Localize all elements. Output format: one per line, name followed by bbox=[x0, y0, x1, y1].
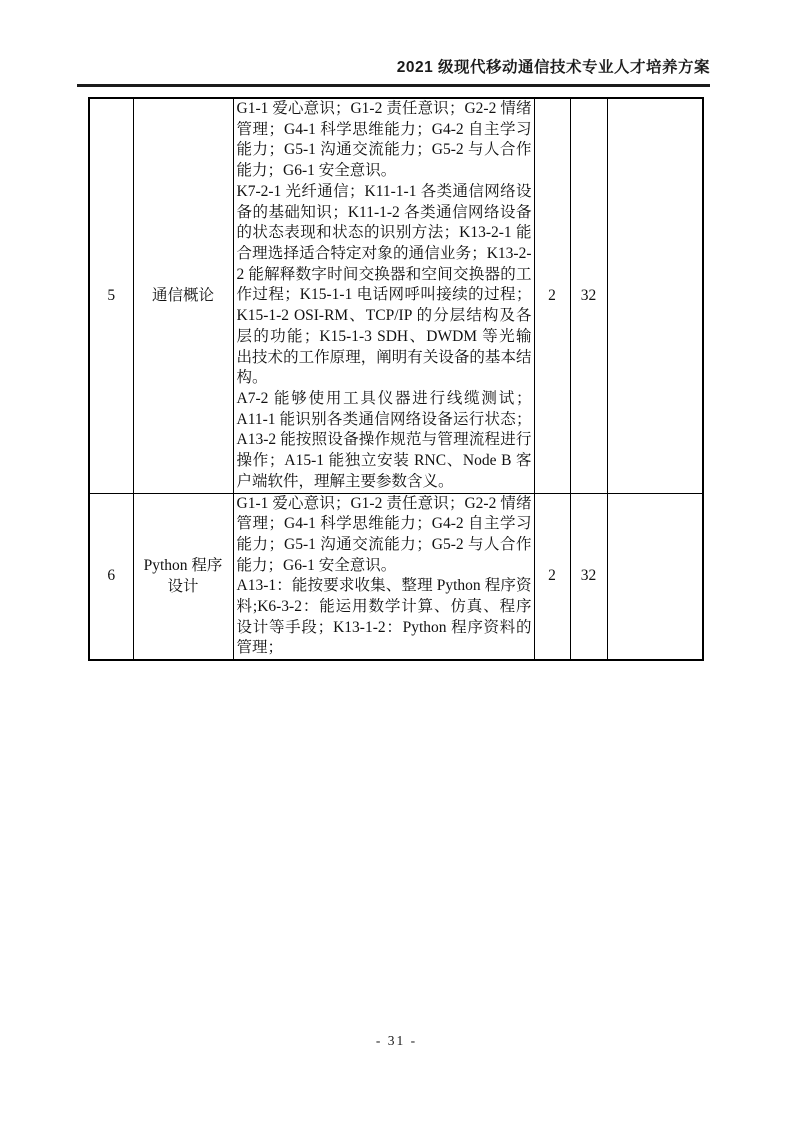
row5-note-cell bbox=[607, 98, 703, 493]
row6-hours-cell: 32 bbox=[570, 493, 607, 660]
row6-index-cell: 6 bbox=[89, 493, 133, 660]
row5-credits-cell: 2 bbox=[534, 98, 570, 493]
row5-description-paragraph-general: G1-1 爱心意识；G1-2 责任意识；G2-2 情绪管理；G4-1 科学思维能力；G4-2 自主学习能力；G5-1 沟通交流能力；G5-2 与人合作能力；G6-1 安全意识。 bbox=[236, 100, 532, 180]
row5-index-cell: 5 bbox=[89, 98, 133, 493]
row5-description-cell bbox=[233, 98, 534, 493]
page-number: - 31 - bbox=[375, 1033, 418, 1048]
table-row-course-6 bbox=[89, 493, 703, 660]
table-row-course-5 bbox=[89, 98, 703, 493]
row5-description-paragraph-ability: A7-2 能够使用工具仪器进行线缆测试；A11-1 能识别各类通信网络设备运行状态；A13-2 能按照设备操作规范与管理流程进行操作；A15-1 能独立安装 RNC、Node B 客户端软件，理解主要参数含义。 bbox=[236, 389, 532, 490]
course-table bbox=[88, 97, 704, 661]
row6-credits-cell: 2 bbox=[534, 493, 570, 660]
header-double-rule bbox=[77, 84, 710, 87]
row6-description-cell bbox=[233, 493, 534, 660]
document-header-title: 2021 级现代移动通信技术专业人才培养方案 bbox=[396, 59, 710, 76]
row6-note-cell bbox=[607, 493, 703, 660]
row5-description-paragraph-knowledge: K7-2-1 光纤通信；K11-1-1 各类通信网络设备的基础知识；K11-1-2 各类通信网络设备的状态表现和状态的识别方法；K13-2-1 能合理选择适合特定对象的通信业务；K13-2-2 能解释数字时间交换器和空间交换器的工作过程；K15-1-1 电话网呼叫接续的过程；K15-1-2 OSI-RM、TCP/IP 的分层结构及各层的功能；K15-1-3 SDH、DWDM 等光输出技术的工作原理，阐明有关设备的基本结构。 bbox=[236, 182, 532, 387]
row6-course-name-cell: Python 程序设计 bbox=[133, 493, 233, 660]
row5-course-name-cell: 通信概论 bbox=[133, 98, 233, 493]
row6-description-paragraph-general: G1-1 爱心意识；G1-2 责任意识；G2-2 情绪管理；G4-1 科学思维能力；G4-2 自主学习能力；G5-1 沟通交流能力；G5-2 与人合作能力；G6-1 安全意识。 bbox=[236, 494, 532, 574]
row6-description-paragraph-ability: A13-1：能按要求收集、整理 Python 程序资料;K6-3-2：能运用数学计算、仿真、程序设计等手段；K13-1-2：Python 程序资料的管理； bbox=[236, 577, 532, 657]
row5-hours-cell: 32 bbox=[570, 98, 607, 493]
